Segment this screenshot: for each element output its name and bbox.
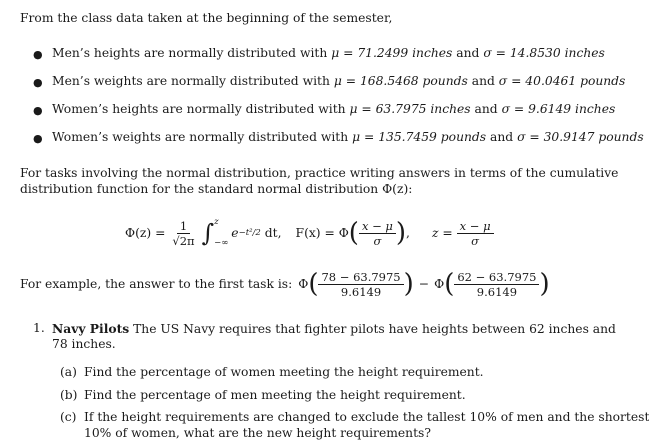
problem-text-line2: 78 inches. (52, 337, 116, 351)
and-word: and (474, 102, 498, 116)
sigma-value: σ = 9.6149 inches (501, 102, 616, 116)
sigma-value: σ = 40.0461 pounds (498, 74, 626, 88)
minus-sign: − (418, 276, 430, 291)
standardized-fraction: $\frac{x - \mu}{\sigma}$ (359, 219, 396, 248)
bullet-icon: ● (33, 104, 43, 117)
sigma-value: σ = 14.8530 inches (483, 46, 605, 60)
upper-bound-fraction: $\frac{78 - 63.7975}{9.6149}$ (318, 270, 403, 299)
bullet-icon: ● (33, 132, 43, 145)
comma: , (406, 225, 410, 240)
and-word: and (456, 46, 480, 60)
example-formula: For example, the answer to the first task is: Φ ( $\frac{78 - 63.7975}{9.6149}$ ) − Φ ( $\frac{62 - 63.7975}{9.6149}$ ) (20, 269, 550, 299)
tasks-note-line1: For tasks involving the normal distribution, practice writing answers in terms of the cumulative (20, 166, 619, 180)
z-fraction: $\frac{x - \mu}{\sigma}$ (457, 219, 494, 248)
problem-number: 1. (33, 321, 45, 335)
right-paren: ) (395, 218, 407, 248)
part-text: Find the percentage of men meeting the height requirement. (84, 388, 466, 402)
part-label: (c) (60, 410, 77, 424)
integral-upper-limit: z (214, 217, 219, 227)
one-over-sqrt2pi: $\frac{1}{√2\pi}$ (172, 218, 195, 248)
lower-bound-fraction: $\frac{62 - 63.7975}{9.6149}$ (454, 270, 539, 299)
bullet-text: Women’s weights are normally distributed with (52, 130, 349, 144)
mu-value: μ = 135.7459 pounds (352, 130, 487, 144)
phi-symbol: Φ (298, 276, 309, 291)
bullet-text: Men’s weights are normally distributed with (52, 74, 330, 88)
bullet-icon: ● (33, 48, 43, 61)
F-of-x-label: F(x) = Φ (295, 225, 349, 240)
integral-sign: ∫ (201, 218, 215, 247)
part-text: If the height requirements are changed to exclude the tallest 10% of men and the shortest (84, 410, 649, 424)
z-equals-label: z = (431, 225, 453, 240)
sigma-value: σ = 30.9147 pounds (517, 130, 644, 144)
integrand-e: e (231, 225, 239, 240)
and-word: and (490, 130, 514, 144)
mu-value: μ = 168.5468 pounds (333, 74, 468, 88)
problem-title: Navy Pilots (52, 321, 130, 336)
mu-value: μ = 71.2499 inches (331, 46, 453, 60)
bullet-icon: ● (33, 76, 43, 89)
part-label: (b) (60, 388, 78, 402)
bullet-text: Men’s heights are normally distributed with (52, 46, 328, 60)
part-text-continued: 10% of women, what are the new height requirements? (84, 426, 431, 440)
integrand-exponent: −t²/2 (238, 227, 261, 238)
example-label: For example, the answer to the first task is: (20, 276, 293, 291)
integral-lower-limit: −∞ (214, 238, 229, 248)
intro-text: From the class data taken at the beginning of the semester, (20, 11, 393, 25)
left-paren: ( (348, 218, 359, 248)
phi-symbol: Φ (434, 276, 445, 291)
phi-z-label: Φ(z) = (125, 225, 166, 240)
dt-label: dt, (264, 225, 282, 240)
and-word: and (471, 74, 495, 88)
problem-text-line1: The US Navy requires that fighter pilots have heights between 62 inches and (133, 322, 616, 336)
bullet-text: Women’s heights are normally distributed with (52, 102, 346, 116)
part-text: Find the percentage of women meeting the height requirement. (84, 365, 484, 379)
tasks-note-line2: distribution function for the standard normal distribution Φ(z): (20, 182, 413, 196)
cdf-formula (125, 213, 494, 253)
mu-value: μ = 63.7975 inches (349, 102, 471, 116)
part-label: (a) (60, 365, 77, 379)
